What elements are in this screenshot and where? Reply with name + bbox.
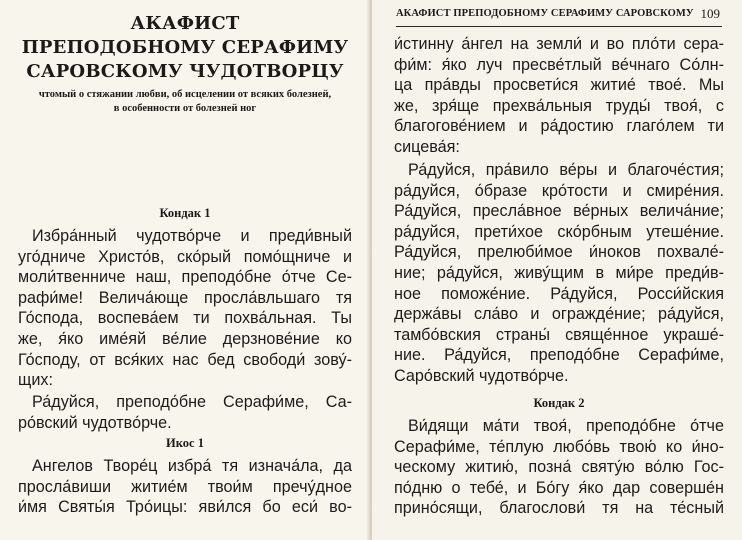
text-line: же, я́ко име́яй ве́лие дерзнове́ние ко xyxy=(18,329,352,348)
text-line: просла́виши житие́м твои́м пречу́дное xyxy=(18,477,352,496)
text-line: по́дню о тебе́, и Бо́гу я́ко дар соверше́н xyxy=(394,478,724,497)
text-line: ние; ра́дуйся, живу́щим в ми́ре преди́в- xyxy=(394,263,724,282)
text-line: Избра́нный чудотво́рче и преди́вный xyxy=(32,227,352,245)
text-line: Ангелов Творе́ц избра́ тя изнача́ла, да xyxy=(32,457,352,475)
text-line: ное поможе́ние. Ра́дуйся, Росси́йския xyxy=(394,284,724,303)
header-rule xyxy=(396,26,722,27)
text-line: Ра́дуйся, преподо́бне Серафи́ме, Са- xyxy=(32,393,352,411)
right-page xyxy=(372,0,742,540)
ikos-1-refrain xyxy=(394,160,724,387)
text-line: держа́вы сла́во и огражде́ние; ра́дуйся, xyxy=(394,305,724,324)
text-line: Го́спода, воспева́ем ти похва́льная. Ты xyxy=(18,309,352,328)
text-line: ца пра́вды просвети́ся житие́ твое́. Мы xyxy=(394,76,724,95)
text-line: Ра́дуйся, прелюби́мое и́ноков похвале́- xyxy=(394,243,724,262)
text-line: тамбо́вския страны́ свяще́нное украше́- xyxy=(394,325,724,344)
text-line: ра́дуйся, о́бразе кро́тости и смире́ния. xyxy=(394,181,724,200)
text-line: рафи́ме! Велича́юще просла́вльшаго тя xyxy=(18,288,352,307)
title-line: АКАФИСТ xyxy=(130,13,240,34)
ikos-1-text xyxy=(18,456,352,518)
text-line: Го́споду, от вся́ких нас бед свободи́ зову́- xyxy=(18,350,352,369)
ikos-1-heading: Икос 1 xyxy=(166,436,204,450)
subtitle-line: в особенности от болезней ног xyxy=(113,103,257,114)
ikos-1-continuation xyxy=(394,34,724,158)
page-number: 109 xyxy=(700,6,720,21)
akathist-title xyxy=(18,12,352,84)
title-line: САРОВСКОМУ ЧУДОТВОРЦУ xyxy=(26,61,344,82)
text-line: ра́дуйся, прети́хое ско́рбным утеше́ние. xyxy=(394,222,724,241)
text-line: уго́дниче Христо́в, ско́рый помо́щниче и xyxy=(18,247,352,266)
text-line: и́стинну а́нгел на земли́ и во пло́ти сера- xyxy=(394,35,724,53)
text-line: благогове́нием и ра́достию глаго́лем ти xyxy=(394,117,724,136)
subtitle-line: чтомый о стяжании любви, об исцелении от всяких болезней, xyxy=(38,89,332,100)
kondak-2-text xyxy=(394,416,724,519)
text-line: щих: xyxy=(18,371,53,390)
text-line: Ра́дуйся, пра́вило ве́ры и благоче́стия; xyxy=(408,161,724,179)
left-page xyxy=(0,0,370,540)
text-line: ческому житию́, позна́ святу́ю во́лю Гос- xyxy=(394,458,724,477)
kondak-1-heading: Кондак 1 xyxy=(159,206,211,220)
text-line: Ра́дуйся, пресла́вное ве́рных велича́ние; xyxy=(394,202,724,221)
title-line: ПРЕПОДОБНОМУ СЕРАФИМУ xyxy=(21,37,349,58)
text-line: Саро́вский чудотво́рче. xyxy=(394,366,569,385)
text-line: моли́твенниче наш, преподо́бне о́тче Се- xyxy=(18,268,352,287)
akathist-subtitle xyxy=(28,88,342,116)
kondak-1-text xyxy=(18,226,352,391)
kondak-1-refrain xyxy=(18,392,352,433)
text-line: ние. Ра́дуйся, преподо́бне Серафи́ме, xyxy=(394,346,724,365)
text-line: Серафи́ме, те́плую любо́вь твою́ ко и́но- xyxy=(394,437,724,456)
text-line: сицева́я: xyxy=(394,137,460,156)
text-line: и́мя Святы́я Тро́ицы: яви́лся бо еси́ во- xyxy=(18,498,352,517)
kondak-2-heading: Кондак 2 xyxy=(533,396,585,410)
text-line: фи́м: я́ко луч пресве́тлый ве́чнаго Со́лн- xyxy=(394,55,724,74)
text-line: же, зря́ще прехва́льныя труды́ твоя́, с xyxy=(394,96,724,115)
running-head: АКАФИСТ ПРЕПОДОБНОМУ СЕРАФИМУ САРОВСКОМУ xyxy=(396,8,694,19)
text-line: Ви́дящи ма́ти твоя́, преподо́бне о́тче xyxy=(408,417,724,435)
text-line: ро́вский чудотво́рче. xyxy=(18,413,172,432)
text-line: прино́сящи, благослови́ тя на те́сный xyxy=(394,499,724,518)
